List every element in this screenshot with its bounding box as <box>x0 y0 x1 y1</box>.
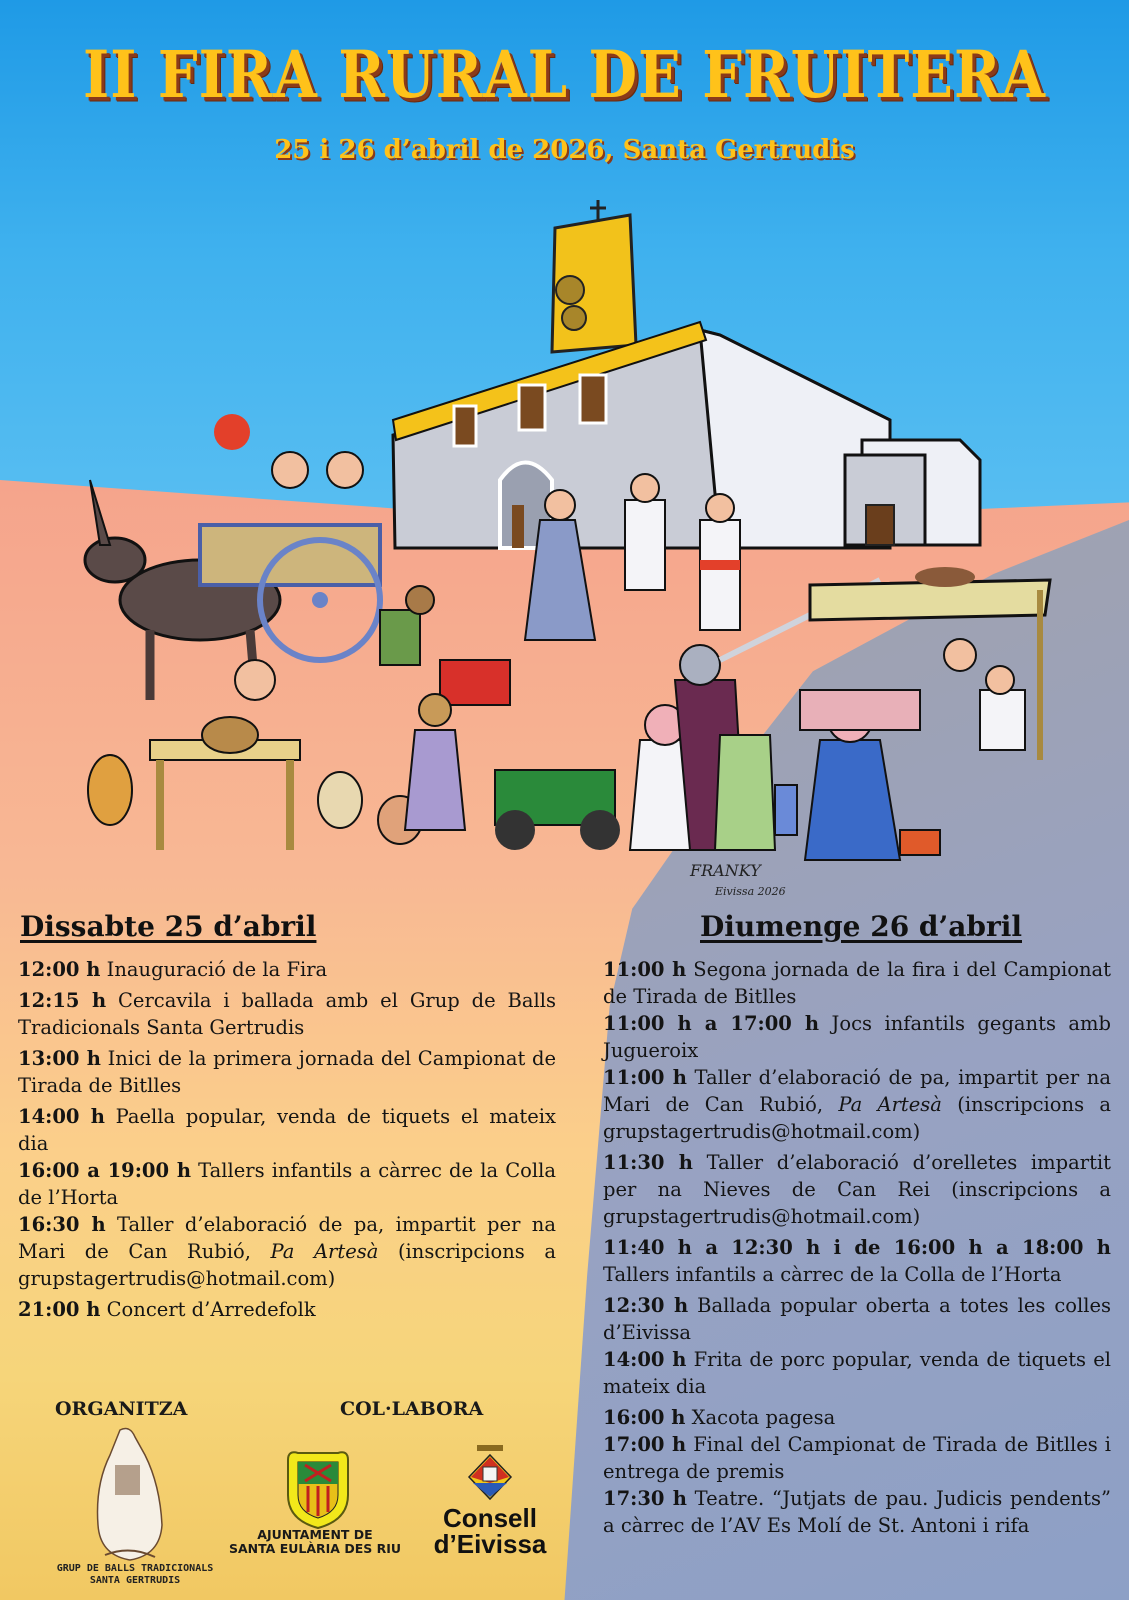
saturday-schedule <box>18 956 556 1327</box>
saturday-event: 13:00 h Inici de la primera jornada del Campionat de Tirada de Bitlles <box>18 1047 556 1097</box>
folk-dancer-logo-icon <box>90 1425 170 1565</box>
saturday-heading: Dissabte 25 d’abril <box>20 910 317 943</box>
sunday-event: 11:00 h Taller d’elaboració de pa, impartit per na Mari de Can Rubió, Pa Artesà (inscripcions a grupstagertrudis@hotmail.com) <box>603 1066 1111 1143</box>
ajuntament-name: AJUNTAMENT DE SANTA EULÀRIA DES RIU <box>228 1527 402 1556</box>
potter-icon <box>88 660 422 850</box>
saturday-event: 16:30 h Taller d’elaboració de pa, impartit per na Mari de Can Rubió, Pa Artesà (inscripcions a grupstagertrudis@hotmail.com) <box>18 1213 556 1290</box>
poster-subtitle: 25 i 26 d’abril de 2026, Santa Gertrudis <box>274 135 855 165</box>
sunday-heading: Diumenge 26 d’abril <box>700 910 1022 943</box>
saturday-event: 21:00 h Concert d’Arredefolk <box>18 1298 316 1321</box>
sunday-event: 11:30 h Taller d’elaboració d’orelletes impartit per na Nieves de Can Rei (inscripcions a grupstagertrudis@hotmail.com) <box>603 1151 1111 1228</box>
santa-eularia-shield-icon <box>283 1450 353 1530</box>
sunday-event: 16:00 h Xacota pagesa <box>603 1406 836 1429</box>
consell-eivissa-name: Consell d’Eivissa <box>433 1503 547 1559</box>
organitza-name: GRUP DE BALLS TRADICIONALS SANTA GERTRUDIS <box>56 1563 214 1586</box>
sunday-schedule <box>603 956 1111 1539</box>
saturday-event: 12:00 h Inauguració de la Fira <box>18 958 328 981</box>
artist-signature: FRANKY <box>690 861 761 880</box>
illustration <box>0 190 1129 898</box>
sunday-event: 11:00 h Segona jornada de la fira i del Campionat de Tirada de Bitlles <box>603 958 1112 1008</box>
svg-text:Eivissa 2026: Eivissa 2026 <box>715 885 786 898</box>
poster-title: II FIRA RURAL DE FRUITERA <box>83 37 1046 113</box>
collabora-label: COL·LABORA <box>340 1398 484 1420</box>
sunday-event: 17:30 h Teatre. “Jutjats de pau. Judicis pendents” a càrrec de l’AV Es Molí de St. Antoni i rifa <box>603 1487 1111 1537</box>
sunday-event: 17:00 h Final del Campionat de Tirada de Bitlles i entrega de premis <box>603 1433 1112 1483</box>
sunday-event: 11:40 h a 12:30 h i de 16:00 h a 18:00 h Tallers infantils a càrrec de la Colla de l’Horta <box>603 1236 1111 1286</box>
saturday-event: 12:15 h Cercavila i ballada amb el Grup de Balls Tradicionals Santa Gertrudis <box>18 989 556 1039</box>
sunday-event: 14:00 h Frita de porc popular, venda de tiquets el mateix dia <box>603 1348 1112 1398</box>
saturday-event: 14:00 h Paella popular, venda de tiquets el mateix dia <box>18 1105 557 1155</box>
donkey-cart-icon <box>85 414 380 700</box>
sunday-event: 11:00 h a 17:00 h Jocs infantils gegants amb Jugueroix <box>603 1012 1111 1062</box>
saturday-event: 16:00 a 19:00 h Tallers infantils a càrrec de la Colla de l’Horta <box>18 1159 557 1209</box>
sunday-event: 12:30 h Ballada popular oberta a totes les colles d’Eivissa <box>603 1294 1112 1344</box>
church-icon <box>393 200 980 548</box>
organitza-label: ORGANITZA <box>55 1398 188 1420</box>
consell-eivissa-shield-icon <box>465 1443 515 1503</box>
